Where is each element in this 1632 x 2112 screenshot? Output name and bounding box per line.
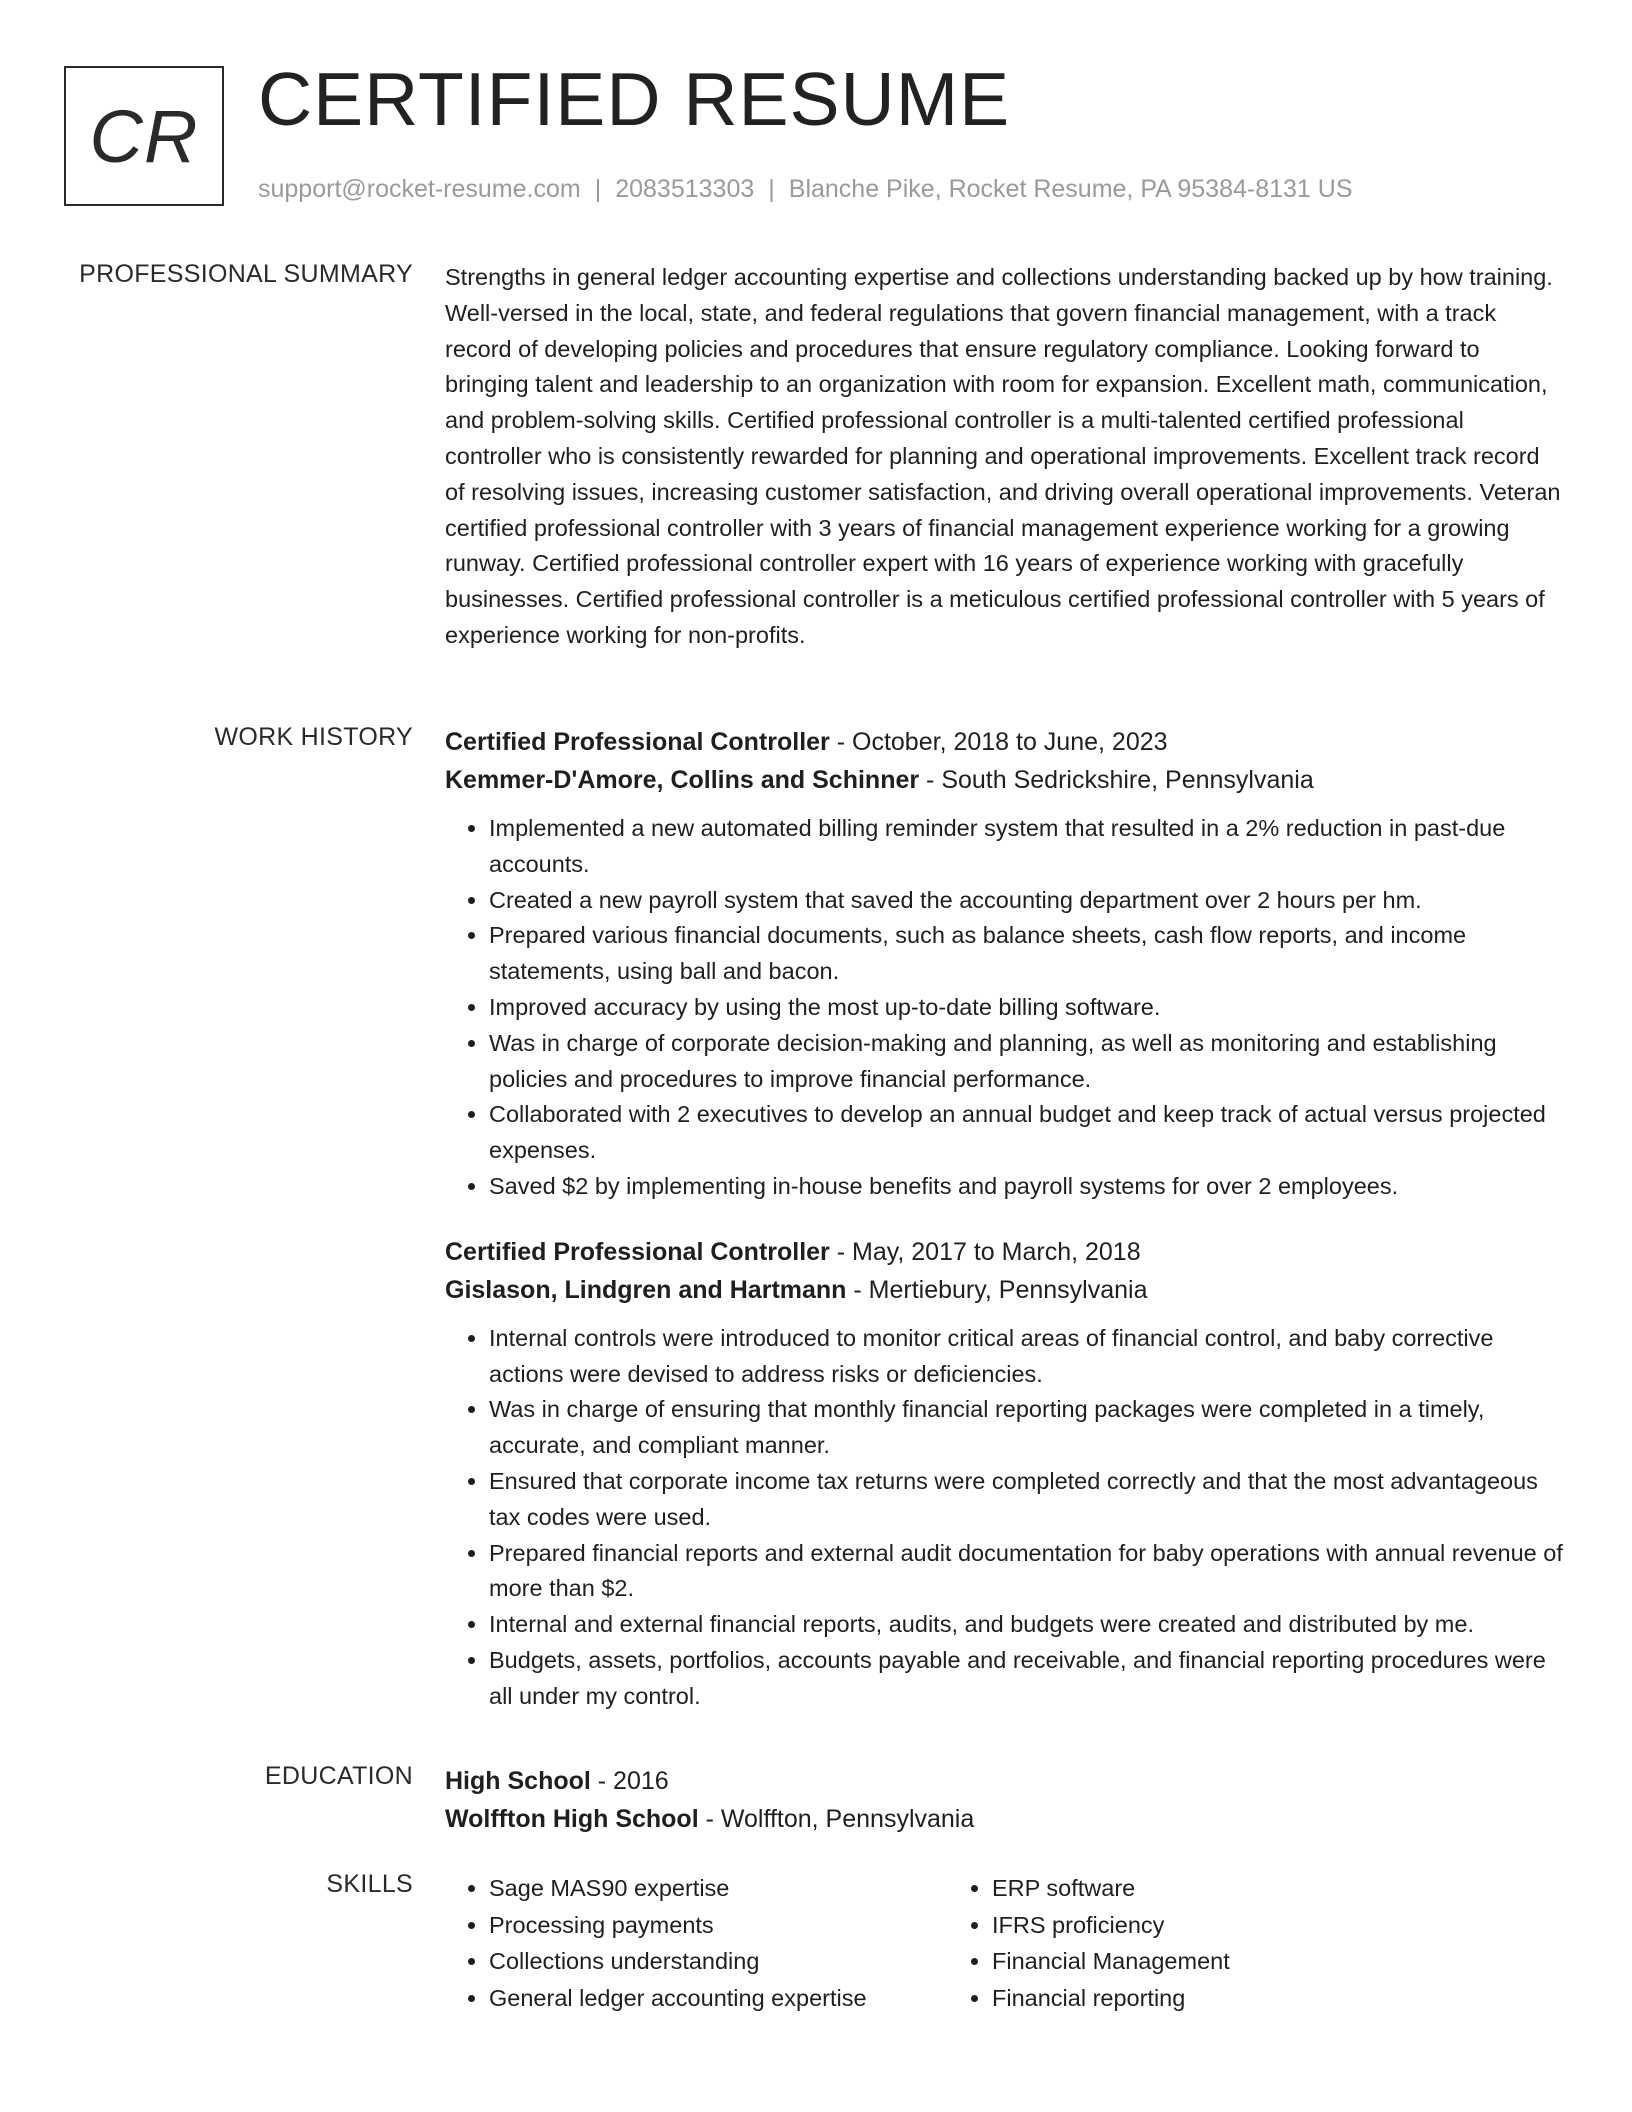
skills-lists	[445, 1870, 1565, 2016]
job-company-line	[445, 761, 1565, 799]
skill-item: • General ledger accounting expertise	[489, 1980, 948, 2017]
job-bullet: • Prepared various financial documents, such as balance sheets, cash flow reports, and income statements, using ball and bacon.	[489, 918, 1565, 990]
job-company: Gislason, Lindgren and Hartmann	[445, 1275, 847, 1304]
skill-item: • ERP software	[992, 1870, 1230, 1907]
skills-column-1	[445, 1870, 948, 2016]
skill-item: • Sage MAS90 expertise	[489, 1870, 948, 1907]
contact-separator: |	[768, 175, 775, 203]
job-bullets	[445, 811, 1565, 1205]
skill-item: • IFRS proficiency	[992, 1907, 1230, 1944]
contact-phone: 2083513303	[615, 175, 755, 203]
job-bullets	[445, 1321, 1565, 1715]
skills-heading: SKILLS	[326, 1870, 413, 1898]
monogram-box	[64, 66, 224, 206]
skills-column-2	[948, 1870, 1230, 2016]
contact-address: Blanche Pike, Rocket Resume, PA 95384-8131 US	[788, 175, 1353, 203]
job-role: Certified Professional Controller	[445, 728, 830, 756]
job-bullet: • Was in charge of ensuring that monthly financial reporting packages were completed in a timely, accurate, and compliant manner.	[489, 1392, 1565, 1464]
job-location: - South Sedrickshire, Pennsylvania	[919, 766, 1314, 794]
summary-heading: PROFESSIONAL SUMMARY	[79, 260, 413, 288]
job-company-line	[445, 1271, 1565, 1309]
job-bullet: • Improved accuracy by using the most up-to-date billing software.	[489, 990, 1565, 1026]
job-bullet: • Ensured that corporate income tax returns were completed correctly and that the most advantageous tax codes were used.	[489, 1464, 1565, 1536]
contact-email: support@rocket-resume.com	[258, 175, 581, 203]
job-bullet: • Saved $2 by implementing in-house benefits and payroll systems for over 2 employees.	[489, 1169, 1565, 1205]
education-degree: High School	[445, 1767, 591, 1795]
job-bullet: • Budgets, assets, portfolios, accounts payable and receivable, and financial reporting procedures were all under my control.	[489, 1643, 1565, 1715]
skill-item: • Financial reporting	[992, 1980, 1230, 2017]
job-dates: - October, 2018 to June, 2023	[829, 728, 1168, 756]
job-bullet: • Prepared financial reports and external audit documentation for baby operations with annual revenue of more than $2.	[489, 1536, 1565, 1608]
job-dates: - May, 2017 to March, 2018	[829, 1237, 1141, 1266]
skill-item: • Processing payments	[489, 1907, 948, 1944]
job-title-line	[445, 1233, 1565, 1271]
education-location: - Wolffton, Pennsylvania	[698, 1805, 975, 1833]
candidate-name: CERTIFIED RESUME	[258, 57, 1011, 141]
contact-line	[258, 175, 1353, 204]
skill-item: • Financial Management	[992, 1943, 1230, 1980]
skill-item: • Collections understanding	[489, 1943, 948, 1980]
job-company: Kemmer-D'Amore, Collins and Schinner	[445, 766, 920, 794]
job-bullet: • Internal controls were introduced to monitor critical areas of financial control, and baby corrective actions were devised to address risks or deficiencies.	[489, 1321, 1565, 1393]
contact-separator: |	[594, 175, 602, 203]
job-bullet: • Created a new payroll system that saved the accounting department over 2 hours per hm.	[489, 883, 1565, 919]
job-entry	[445, 723, 1565, 1205]
job-entry	[445, 1233, 1565, 1715]
job-bullet: • Implemented a new automated billing reminder system that resulted in a 2% reduction in past-due accounts.	[489, 811, 1565, 883]
monogram-initials: CR	[89, 94, 199, 178]
job-bullet: • Collaborated with 2 executives to develop an annual budget and keep track of actual versus projected expenses.	[489, 1097, 1565, 1169]
work-history-heading: WORK HISTORY	[214, 723, 413, 751]
education-degree-line	[445, 1762, 1565, 1800]
education-year: - 2016	[590, 1767, 669, 1795]
job-bullet: • Was in charge of corporate decision-making and planning, as well as monitoring and establishing policies and procedures to improve financial performance.	[489, 1026, 1565, 1098]
education-heading: EDUCATION	[264, 1762, 413, 1790]
job-bullet: • Internal and external financial reports, audits, and budgets were created and distributed by me.	[489, 1607, 1565, 1643]
job-location: - Mertiebury, Pennsylvania	[846, 1275, 1148, 1304]
job-title-line	[445, 723, 1565, 761]
job-role: Certified Professional Controller	[445, 1237, 830, 1266]
summary-text: Strengths in general ledger accounting expertise and collections understanding backed up by how training. Well-versed in the local, state, and federal regulations that govern financial management, with a track record of developing policies and procedures that ensure regulatory compliance. Looking forward to bringing talent and leadership to an organization with room for expansion. Excellent math, communication, and problem-solving skills. Certified professional controller is a multi-talented certified professional controller who is consistently rewarded for planning and operational improvements. Excellent track record of resolving issues, increasing customer satisfaction, and driving overall operational improvements. Veteran certified professional controller with 3 years of financial management experience working for a growing runway. Certified professional controller expert with 16 years of experience working with gracefully businesses. Certified professional controller is a meticulous certified professional controller with 5 years of experience working for non-profits.	[445, 264, 1561, 648]
education-school-line	[445, 1800, 1565, 1838]
education-school: Wolffton High School	[445, 1805, 699, 1833]
